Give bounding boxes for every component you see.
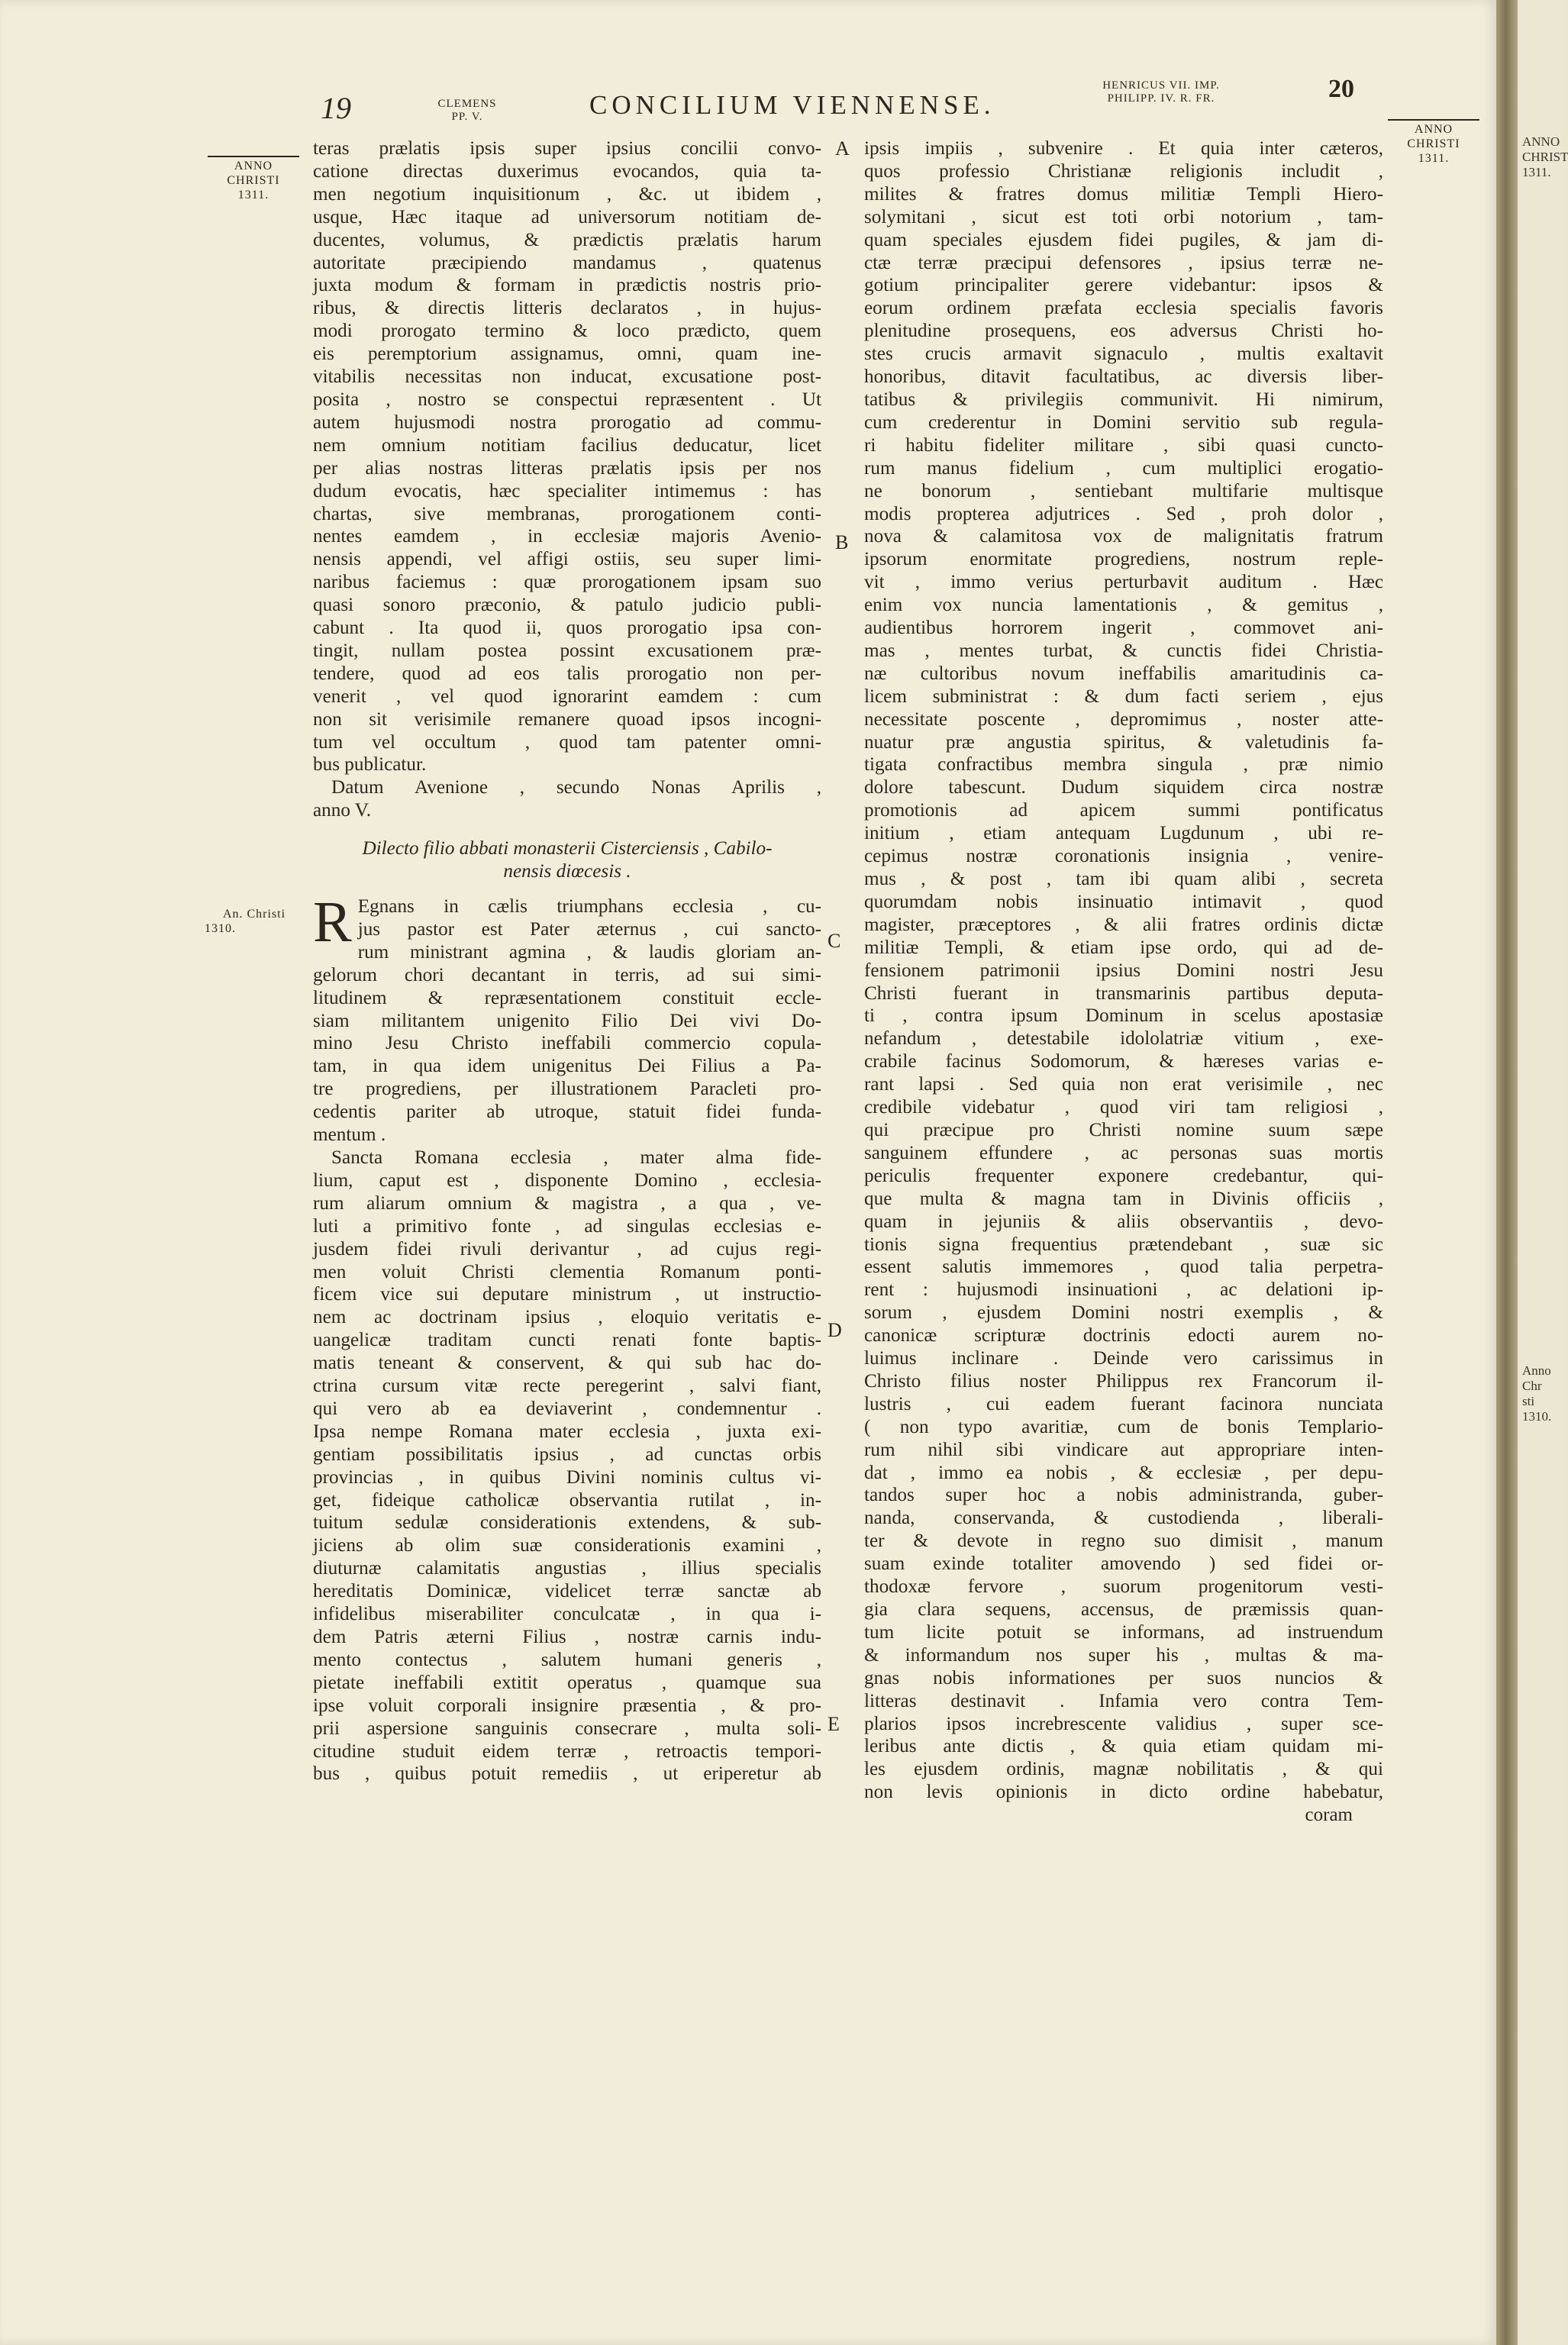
- text-line: mentum .: [313, 1124, 386, 1146]
- text-line: essent salutis immemores , quod talia perpetra-: [864, 1256, 1383, 1278]
- next-page-note-line: CHRIST: [1522, 150, 1568, 164]
- text-line: Egnans in cælis triumphans ecclesia , cu-: [357, 896, 821, 917]
- text-line: uangelicæ traditam cuncti renati fonte baptis-: [313, 1330, 821, 1351]
- right-text-column: [864, 137, 1383, 1827]
- text-line: tuitum sedulæ considerationis extendens, & sub-: [313, 1512, 821, 1534]
- text-line: tendere, quod ad eos talis prorogatio non per-: [313, 663, 821, 684]
- text-line: audientibus horrorem ingerit , commovet ani-: [864, 618, 1383, 639]
- ruler-emperor: HENRICUS VII. IMP.: [1102, 79, 1220, 92]
- text-line: nentes eamdem , in ecclesiæ majoris Avenio-: [313, 526, 821, 547]
- text-line: anno V.: [313, 800, 372, 821]
- text-line: & informandum nos super his , multas & ma-: [864, 1644, 1383, 1666]
- text-line: eis peremptorium assignamus, omni, quam ine-: [313, 344, 821, 365]
- text-line: provincias , in quibus Divini nominis cultus vi-: [313, 1466, 821, 1488]
- margin-note-line: 1311.: [1418, 152, 1450, 165]
- text-line: plenitudine prosequens, eos adversus Christi ho-: [864, 321, 1383, 342]
- text-line: canonicæ scripturæ doctrinis edocti aurem no-: [864, 1325, 1383, 1347]
- text-line: Datum Avenione , secundo Nonas Aprilis ,: [331, 777, 821, 798]
- text-line: ri habitu fideliter militare , sibi quasi cuncto-: [864, 434, 1383, 456]
- text-line: tum vel occultum , quod tam patenter omni-: [313, 731, 821, 753]
- margin-note-line: ANNO: [1388, 119, 1479, 137]
- text-line: magister, præceptores , & alii fratres ordinis dictæ: [864, 914, 1383, 935]
- text-line: ter & devote in regno suo dimisit , manum: [864, 1531, 1383, 1552]
- text-line: eorum ordinem præfata ecclesia specialis favoris: [864, 298, 1383, 319]
- text-line: cabunt . Ita quod ii, quos prorogatio ipsa con-: [313, 618, 821, 639]
- text-line: gentiam possibilitatis ipsius , ad cunctas orbis: [313, 1443, 821, 1465]
- next-page-edge: [1518, 0, 1568, 2345]
- text-line: Ipsa nempe Romana mater ecclesia , juxta exi-: [313, 1421, 821, 1442]
- next-page-note-line: sti 1310.: [1522, 1394, 1552, 1424]
- text-line: plarios ipsos increbrescente validius , super sce-: [864, 1713, 1383, 1734]
- text-line: tam, in qua idem unigenitus Dei Filius a Pa-: [313, 1056, 821, 1077]
- text-line: tandos super hoc a nobis administranda, guber-: [864, 1485, 1383, 1506]
- paragraph-regnans-lines: [313, 890, 821, 1147]
- text-line: tingit, nullam postea possint excusationem præ-: [313, 640, 821, 661]
- text-line: litteras destinavit . Infamia vero contra Tem-: [864, 1690, 1383, 1711]
- text-line: qui præcipue pro Christi nomine suum sæpe: [864, 1119, 1383, 1140]
- text-line: luti a primitivo fonte , ad singulas ecclesias e-: [313, 1215, 821, 1237]
- text-line: ti , contra ipsum Dominum in scelus apostasiæ: [864, 1005, 1383, 1027]
- text-line: Christo filius noster Philippus rex Francorum il-: [864, 1370, 1383, 1392]
- text-line: milites & fratres domus militiæ Templi Hiero-: [864, 183, 1383, 205]
- text-line: ctrina cursum vitæ recte peregerint , salvi fiant,: [313, 1376, 821, 1397]
- text-line: tre progrediens, per illustrationem Paracleti pro-: [313, 1079, 821, 1100]
- margin-year-left-mid: [205, 907, 304, 936]
- text-line: nensis appendi, vel affigi ostiis, seu super limi-: [313, 549, 821, 570]
- pope-number: PP. V.: [451, 111, 483, 123]
- text-line: vitabilis necessitas non inducat, excusatione post-: [313, 366, 821, 388]
- section-letter-a: A: [835, 137, 850, 160]
- text-line: nova & calamitosa vox de malignitatis fratrum: [864, 526, 1383, 547]
- margin-note-line: 1311.: [237, 189, 269, 202]
- text-line: men negotium inquisitionum , &c. ut ibidem ,: [313, 183, 821, 205]
- text-line: autem hujusmodi nostra prorogatio ad commu-: [313, 411, 821, 433]
- text-line: bus , quibus potuit remediis , ut eriperetur ab: [313, 1763, 821, 1785]
- text-line: quasi sonoro præconio, & patulo judicio publi-: [313, 595, 821, 616]
- text-line: fensionem patrimonii ipsius Domini nostri Jesu: [864, 960, 1383, 981]
- left-page-number: 19: [321, 91, 351, 125]
- text-line: dat , immo ea nobis , & ecclesiæ , per depu-: [864, 1462, 1383, 1483]
- text-line: rum ministrant agmina , & laudis gloriam an-: [357, 941, 821, 963]
- text-line: prii aspersione sanguinis consecrare , multa soli-: [313, 1718, 821, 1739]
- text-line: tum licite potuit se informans, ad instruendum: [864, 1621, 1383, 1643]
- text-line: næ cultoribus novum ineffabilis amaritudinis ca-: [864, 663, 1383, 684]
- text-line: cum crederentur in Domini servitio sub regula-: [864, 411, 1383, 433]
- text-line: necessitate poscente , depromimus , noster atte-: [864, 708, 1383, 730]
- catchword: coram: [1305, 1805, 1353, 1826]
- text-line: ribus, & directis litteris declaratos , in hujus-: [313, 298, 821, 319]
- text-line: tigata confractibus membra singula , præ nimio: [864, 754, 1383, 776]
- text-line: licem subministrat : & dum facti seriem , ejus: [864, 685, 1383, 707]
- text-line: mus , & post , tam ibi quam alibi , secreta: [864, 869, 1383, 889]
- text-line: suam exinde totaliter amovendo ) sed fidei or-: [864, 1553, 1383, 1575]
- text-line: mas , mentes turbat, & cunctis fidei Christia-: [864, 640, 1383, 661]
- section-letter-b: B: [835, 531, 849, 553]
- paragraph-regnans: [313, 890, 821, 1147]
- margin-note-line: An. Christi: [222, 908, 286, 921]
- text-line: bus publicatur.: [313, 754, 427, 776]
- text-line: sorum , ejusdem Domini nostri exemplis , &: [864, 1302, 1383, 1324]
- margin-note-line: 1310.: [205, 922, 236, 935]
- text-line: vit , immo verius perturbavit auditum . Hæc: [864, 572, 1383, 593]
- text-line: modis propterea adjutrices . Sed , proh dolor ,: [864, 503, 1383, 524]
- section-letter-c: C: [828, 930, 841, 952]
- next-page-note-line: Anno Chr: [1522, 1363, 1551, 1393]
- text-line: promotionis ad apicem summi pontificatus: [864, 800, 1383, 821]
- text-line: ne bonorum , sentiebant multifarie multisque: [864, 480, 1383, 502]
- text-line: matis teneant & conservent, & qui sub hac do-: [313, 1353, 821, 1374]
- text-line: solymitani , sicut est toti orbi notorium , tam-: [864, 206, 1383, 227]
- text-line: rum aliarum omnium & magistra , a qua , ve-: [313, 1192, 821, 1214]
- text-line: les ejusdem ordinis, magnæ nobilitatis , & qui: [864, 1759, 1383, 1780]
- text-line: teras prælatis ipsis super ipsius concilii convo-: [313, 138, 821, 159]
- text-line: rum manus fidelium , cum multiplici erogatio-: [864, 457, 1383, 479]
- text-line: jiciens ab olim suæ considerationis examini ,: [313, 1535, 821, 1556]
- text-line: periculis frequenter exponere credebantur, qui-: [864, 1165, 1383, 1186]
- text-line: enim vox nuncia lamentationis , & gemitus ,: [864, 595, 1383, 616]
- text-line: initium , etiam antequam Lugdunum , ubi re-: [864, 823, 1383, 844]
- text-line: Sancta Romana ecclesia , mater alma fide-: [331, 1147, 821, 1168]
- pope-name: CLEMENS: [437, 98, 497, 110]
- text-line: gnas nobis informationes per suos nuncios &: [864, 1667, 1383, 1689]
- margin-year-right-top: [1388, 119, 1479, 166]
- paragraph-templars: [864, 137, 1383, 1804]
- text-line: diuturnæ calamitatis angustias , illius specialis: [313, 1558, 821, 1579]
- book-gutter: [1496, 0, 1518, 2345]
- text-line: Christi fuerant in transmarinis partibus deputa-: [864, 982, 1383, 1004]
- text-line: tionis signa frequentius prætendebant , suæ sic: [864, 1234, 1383, 1255]
- ruler-king: PHILIPP. IV. R. FR.: [1107, 92, 1215, 105]
- text-line: sanguinem effundere , ac personas suas mortis: [864, 1142, 1383, 1163]
- paragraph-datum: [313, 776, 821, 822]
- text-line: hereditatis Dominicæ, videlicet terræ sanctæ ab: [313, 1581, 821, 1602]
- left-text-column: [313, 137, 821, 1785]
- margin-note-line: ANNO: [208, 156, 299, 173]
- text-line: cedentis pariter ab utroque, statuit fidei funda-: [313, 1102, 821, 1123]
- text-line: qui vero ab ea deviaverint , condemnentur .: [313, 1398, 821, 1419]
- right-page-number: 20: [1328, 75, 1354, 103]
- text-line: ducentes, volumus, & prædictis prælatis harum: [313, 229, 821, 250]
- text-line: dem Patris æterni Filius , nostræ carnis indu-: [313, 1627, 821, 1647]
- text-line: leribus ante dictis , & quia etiam quidam mi-: [864, 1736, 1383, 1757]
- text-line: jus pastor est Pater æternus , cui sancto-: [357, 918, 821, 940]
- text-line: quam speciales ejusdem fidei pugiles, & jam di-: [864, 229, 1383, 250]
- text-line: naribus faciemus : quæ prorogationem ipsam suo: [313, 572, 821, 593]
- text-line: ipse voluit corporali insignire præsentia , & pro-: [313, 1695, 821, 1716]
- text-line: nensis diœcesis .: [503, 861, 631, 882]
- text-line: posita , nostro se conspectui repræsentent . Ut: [313, 389, 821, 410]
- text-line: honoribus, ditavit facultatibus, ac diversis liber-: [864, 366, 1383, 388]
- text-line: crabile facinus Sodomorum, & hæreses varias e-: [864, 1051, 1383, 1073]
- margin-year-left-top: [208, 156, 299, 202]
- text-line: nefandum , detestabile idololatriæ vitium , exe-: [864, 1028, 1383, 1050]
- text-line: infidelibus miserabiliter conculcatæ , in qua i-: [313, 1604, 821, 1625]
- text-line: stes crucis armavit signaculo , multis exaltavit: [864, 344, 1383, 365]
- text-line: ( non typo avaritiæ, cum de bonis Templario-: [864, 1416, 1383, 1437]
- text-line: nem omnium notitiam facilius deducatur, licet: [313, 434, 821, 456]
- text-line: militiæ Templi, & etiam ipse ordo, qui ad de-: [864, 937, 1383, 958]
- text-line: catione directas duxerimus evocandos, quia ta-: [313, 160, 821, 182]
- text-line: rent : hujusmodi insinuationi , ac delationi ip-: [864, 1279, 1383, 1301]
- text-line: rum nihil sibi vindicare aut appropriare inten-: [864, 1439, 1383, 1460]
- text-line: litudinem & repræsentationem constituit eccle-: [313, 987, 821, 1008]
- section-letter-e: E: [828, 1713, 840, 1735]
- text-line: luimus inclinare . Deinde vero carissimus in: [864, 1348, 1383, 1369]
- text-line: quos professio Christianæ religionis includit ,: [864, 160, 1383, 182]
- text-line: jusdem fidei rivuli derivantur , ad cujus regi-: [313, 1238, 821, 1260]
- margin-note-line: CHRISTI: [1407, 137, 1460, 150]
- text-line: pietate ineffabili extitit operatus , quamque sua: [313, 1672, 821, 1693]
- text-line: citudine studuit eidem terræ , retroactis tempori-: [313, 1740, 821, 1762]
- pope-header: [421, 98, 513, 124]
- text-line: dolore tabescunt. Dudum siquidem circa nostræ: [864, 777, 1383, 798]
- text-line: quorumdam nobis insinuatio intimavit , quod: [864, 891, 1383, 912]
- next-page-note-line: ANNO: [1522, 134, 1560, 149]
- text-line: Dilecto filio abbati monasterii Cisterciensis , Cabilo-: [362, 838, 773, 860]
- next-page-year-top: [1522, 134, 1568, 180]
- text-line: get, fideique catholicæ observantia rutilat , in-: [313, 1489, 821, 1511]
- text-line: venerit , vel quod ignorarint eamdem : cum: [313, 685, 821, 707]
- text-line: modi prorogato termino & loco prædicto, quem: [313, 321, 821, 342]
- text-line: chartas, sive membranas, prorogationem conti-: [313, 503, 821, 524]
- text-line: mino Jesu Christo ineffabili commercio copula-: [313, 1033, 821, 1054]
- paragraph-sancta-romana: [313, 1147, 821, 1785]
- text-line: ipsis impiis , subvenire . Et quia inter cæteros,: [864, 138, 1383, 159]
- margin-note-line: CHRISTI: [227, 174, 280, 187]
- text-line: cepimus nostræ coronationis insignia , venire-: [864, 846, 1383, 867]
- text-line: non levis opinionis in dicto ordine habebatur,: [864, 1782, 1383, 1803]
- text-line: quam in jejuniis & aliis observantiis , devo-: [864, 1211, 1383, 1232]
- text-line: que multa & magna tam in Divinis officiis ,: [864, 1188, 1383, 1209]
- text-line: ctæ terræ præcipui defensores , ipsius terræ ne-: [864, 252, 1383, 273]
- section-letter-d: D: [828, 1319, 842, 1341]
- text-line: non sit verisimile remanere quoad ipsos incogni-: [313, 708, 821, 730]
- text-line: siam militantem unigenito Filio Dei vivi Do-: [313, 1010, 821, 1031]
- text-line: tatibus & privilegiis communivit. Hi nimirum,: [864, 389, 1383, 410]
- letter-heading: [313, 837, 821, 883]
- text-line: credibile videbatur , quod viri tam religiosi ,: [864, 1097, 1383, 1118]
- paragraph-prorogation: [313, 137, 821, 776]
- text-line: rant lapsi . Sed quia non erat verisimile , nec: [864, 1074, 1383, 1095]
- text-line: lustris , cui eadem fuerant facinora nunciata: [864, 1393, 1383, 1414]
- text-line: thodoxæ fervore , suorum progenitorum vesti-: [864, 1576, 1383, 1598]
- rulers-header: [1066, 79, 1257, 105]
- text-line: dudum evocatis, hæc specialiter intimemus : has: [313, 480, 821, 502]
- next-page-year-mid: [1522, 1363, 1563, 1424]
- text-line: autoritate præcipiendo mandamus , quatenus: [313, 252, 821, 273]
- text-line: men voluit Christi clementia Romanum ponti-: [313, 1261, 821, 1282]
- text-line: gia clara sequens, accensus, de præmissis quan-: [864, 1599, 1383, 1620]
- text-line: usque, Hæc itaque ad universorum notitiam de-: [313, 206, 821, 227]
- text-line: per alias nostras litteras prælatis ipsis per nos: [313, 457, 821, 479]
- text-line: gotium principaliter gerere videbantur: ipsos &: [864, 275, 1383, 296]
- text-line: ficem vice sui deputare ministrum , ut instructio-: [313, 1284, 821, 1305]
- text-line: ipsorum enormitate progrediens, nostrum reple-: [864, 549, 1383, 570]
- text-line: nuatur præ angustia spiritus, & valetudinis fa-: [864, 731, 1383, 753]
- drop-cap: R: [313, 890, 352, 954]
- text-line: gelorum chori decantant in terris, ad sui simi-: [313, 964, 821, 985]
- text-line: nanda, conservanda, & custodienda , liberali-: [864, 1508, 1383, 1529]
- text-line: nem ac doctrinam ipsius , eloquio veritatis e-: [313, 1307, 821, 1328]
- text-line: mento contectus , salutem humani generis ,: [313, 1649, 821, 1670]
- running-title: CONCILIUM VIENNENSE.: [589, 90, 995, 120]
- next-page-note-line: 1311.: [1522, 165, 1551, 179]
- text-line: lium, caput est , disponente Domino , ecclesia-: [313, 1169, 821, 1191]
- text-line: juxta modum & formam in prædictis nostris prio-: [313, 275, 821, 296]
